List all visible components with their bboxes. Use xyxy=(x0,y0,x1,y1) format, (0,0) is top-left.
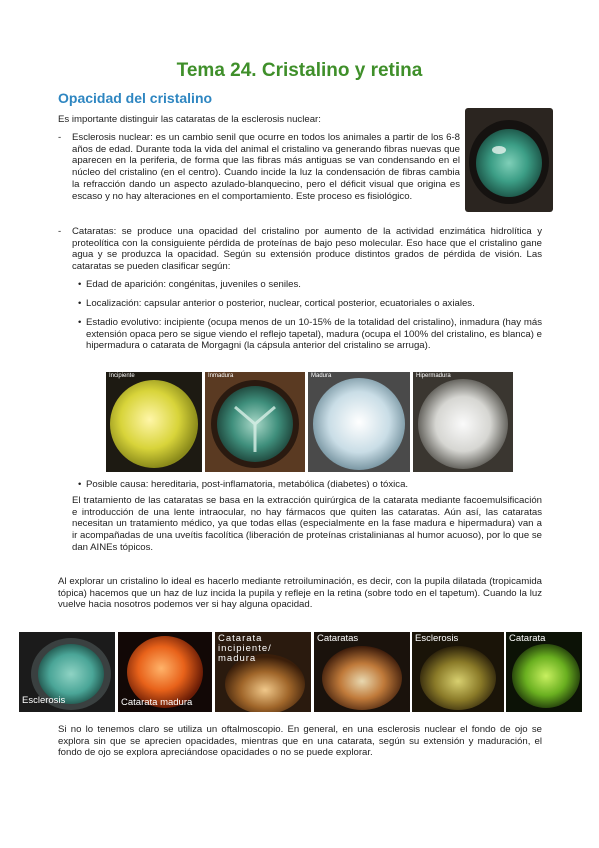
bullet-marker: • xyxy=(78,317,82,328)
bullet-localizacion: Localización: capsular anterior o posterior, nuclear, cortical posterior, ecuatoriales o axiales. xyxy=(86,298,475,309)
intro-paragraph: Es importante distinguir las cataratas de la esclerosis nuclear: xyxy=(58,114,321,125)
esclerosis-eye-photo xyxy=(465,108,553,212)
esclerosis-photo-1 xyxy=(19,632,115,712)
incipiente-photo xyxy=(106,372,202,472)
dash-marker: - xyxy=(58,226,62,237)
madura-photo xyxy=(308,372,410,472)
section-heading: Opacidad del cristalino xyxy=(58,90,213,106)
catarata-photo xyxy=(506,632,582,712)
dash-marker: - xyxy=(58,132,62,143)
catarata-incipiente-madura-caption: Catarata incipiente/ madura xyxy=(218,633,272,664)
explorar-paragraph: Al explorar un cristalino lo ideal es hacerlo mediante retroiluminación, es decir, con la pupila dilatada (tropicamida tópica) hacemos que un haz de luz incida la pupila y refleje en la retina (sobre todo en el tapetum). Cuando la luz vuelve hacia nosotros podemos ver si hay alguna opacidad. xyxy=(58,576,542,611)
bullet-marker: • xyxy=(78,479,82,490)
incipiente-caption: Incipiente xyxy=(109,373,135,379)
bullet-edad: Edad de aparición: congénitas, juveniles o seniles. xyxy=(86,279,301,290)
esclerosis-paragraph: Esclerosis nuclear: es un cambio senil que ocurre en todos los animales a partir de los 6-8 años de edad. Durante toda la vida del animal el cristalino va generando fibras nuevas que aparecen en la periferia, de forma que las fibras más antiguas se van condensando en el núcleo del cristalino (en el centro). Cuando incide la luz la condensación de fibras cambia la refracción dando un aspecto azulado-blanquecino, pero el déficit visual que origina es escaso y no hay alteraciones en el comportamiento. Este proceso es fisiológico. xyxy=(72,132,460,202)
catarata-caption: Catarata xyxy=(509,633,546,644)
cataratas-paragraph: Cataratas: se produce una opacidad del cristalino por aumento de la actividad enzimática hidrolítica y proteolítica con la consiguiente pérdida de proteínas de bajo peso molecular. Eso hace que el cristalino gane agua y se produzca la opacidad. Según su extensión produce distintos grados de pérdida de visión. Las cataratas se pueden clasificar según: xyxy=(72,226,542,273)
esclerosis-caption-1: Esclerosis xyxy=(22,695,66,706)
catarata-madura-photo xyxy=(118,632,212,712)
catarata-incipiente-madura-photo xyxy=(215,632,311,712)
esclerosis-caption-2: Esclerosis xyxy=(415,633,459,644)
hipermadura-photo xyxy=(413,372,513,472)
inmadura-photo xyxy=(205,372,305,472)
catarata-madura-caption: Catarata madura xyxy=(121,697,193,708)
cataratas-photo xyxy=(314,632,410,712)
bullet-marker: • xyxy=(78,279,82,290)
final-paragraph: Si no lo tenemos claro se utiliza un oftalmoscopio. En general, en una esclerosis nuclear el fondo de ojo se explora sin que se aprecien opacidades, mientras que en una catarata, según su extensión y maduración, el fondo de ojo se explora apreciándose opacidades o no se puede explorar. xyxy=(58,724,542,759)
hipermadura-caption: Hipermadura xyxy=(416,373,451,379)
madura-caption: Madura xyxy=(311,373,332,379)
bullet-causa: Posible causa: hereditaria, post-inflamatoria, metabólica (diabetes) o tóxica. xyxy=(86,479,409,490)
cataratas-caption: Cataratas xyxy=(317,633,359,644)
esclerosis-photo-2 xyxy=(412,632,504,712)
tratamiento-paragraph: El tratamiento de las cataratas se basa en la extracción quirúrgica de la catarata mediante facoemulsificación e introducción de una lente intraocular, no hay fármacos que quiten las cataratas. Aún así, las cataratas necesitan un tratamiento médico, ya que todas ellas (especialmente en la fase madura e hipermadura) van a ir acompañadas de una uveítis facolítica (liberación de proteínas cristalinianas al humor acuoso), por lo que se dan AINEs tópicos. xyxy=(72,495,542,553)
page-title: Tema 24. Cristalino y retina xyxy=(176,60,423,81)
bullet-estadio: Estadio evolutivo: incipiente (ocupa menos de un 10-15% de la totalidad del cristalino), inmadura (hay más extensión opaca pero se sigue viendo el reflejo tapetal), madura (ocupa el 100% del cristalino, es blanca) e hipermadura o catarata de Morgagni (la cápsula anterior del cristalino se arruga). xyxy=(86,317,542,352)
bullet-marker: • xyxy=(78,298,82,309)
inmadura-caption: Inmadura xyxy=(208,373,234,379)
